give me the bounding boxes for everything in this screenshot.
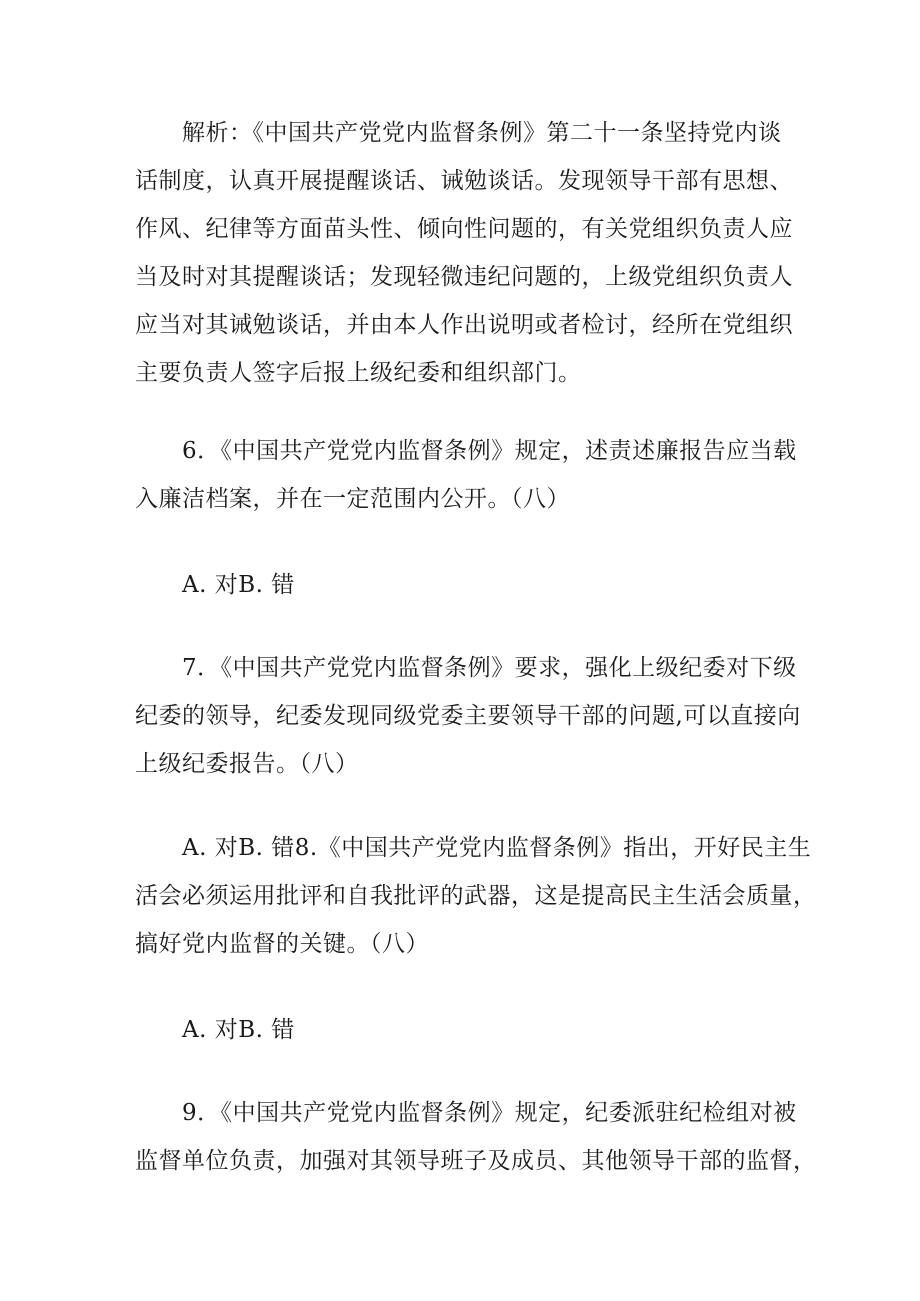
question-9-line-2: 监督单位负责，加强对其领导班子及成员、其他领导干部的监督， [135, 1148, 817, 1174]
analysis-line-5: 应当对其诫勉谈话，并由本人作出说明或者检讨，经所在党组织 [135, 312, 793, 338]
question-7-line-1: 7．《中国共产党党内监督条例》要求，强化上级纪委对下级 [182, 655, 797, 681]
question-6-line-2: 入廉洁档案，并在一定范围内公开。（八） [135, 486, 570, 512]
analysis-line-4: 当及时对其提醒谈话；发现轻微违纪问题的，上级党组织负责人 [135, 264, 793, 290]
analysis-line-1: 解析：《中国共产党党内监督条例》第二十一条坚持党内谈 [182, 120, 782, 146]
question-8-line-1: A. 对B. 错8.《中国共产党党内监督条例》指出，开好民主生 [182, 835, 812, 861]
analysis-line-2: 话制度，认真开展提醒谈话、诫勉谈话。发现领导干部有思想、 [135, 168, 793, 194]
question-8-options: A. 对B. 错 [182, 1017, 295, 1043]
analysis-line-6: 主要负责人签字后报上级纪委和组织部门。 [135, 360, 582, 386]
question-6-line-1: 6．《中国共产党党内监督条例》规定，述责述廉报告应当载 [182, 438, 797, 464]
question-8-line-3: 搞好党内监督的关键。（八） [135, 931, 429, 957]
question-9-line-1: 9．《中国共产党党内监督条例》规定，纪委派驻纪检组对被 [182, 1100, 797, 1126]
question-7-line-2: 纪委的领导，纪委发现同级党委主要领导干部的问题,可以直接向 [135, 703, 801, 729]
analysis-line-3: 作风、纪律等方面苗头性、倾向性问题的，有关党组织负责人应 [135, 216, 793, 242]
question-7-line-3: 上级纪委报告。（八） [135, 751, 359, 777]
question-8-line-2: 活会必须运用批评和自我批评的武器，这是提高民主生活会质量， [135, 883, 817, 909]
question-6-options: A. 对B. 错 [182, 572, 295, 598]
